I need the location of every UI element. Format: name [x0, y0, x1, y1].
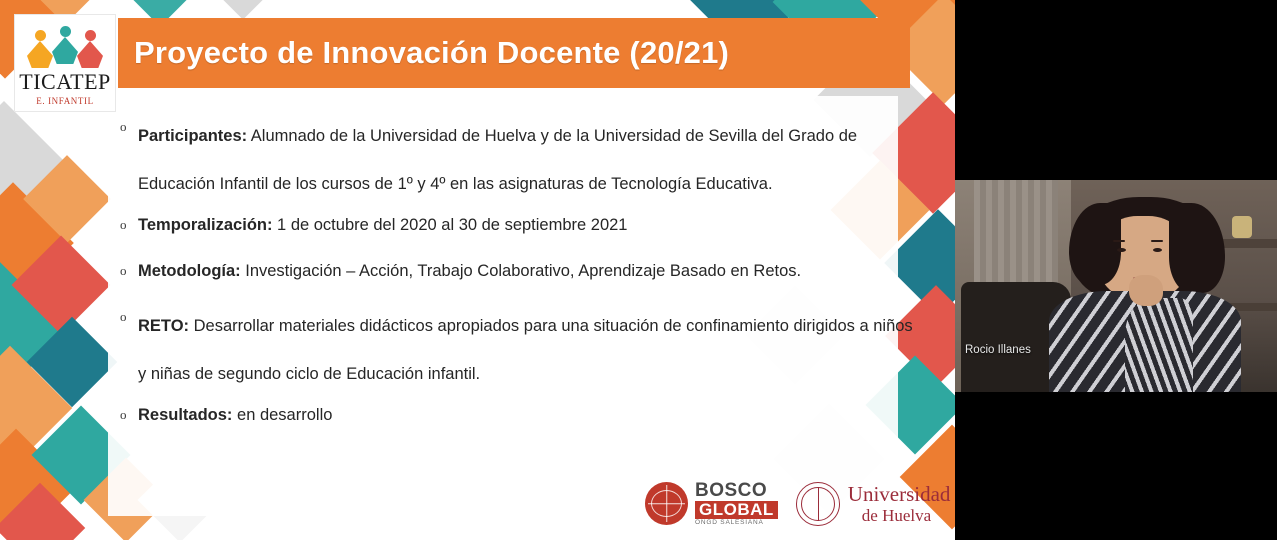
bullet-text: Alumnado de la Universidad de Huelva y de la Universidad de Sevilla del Grado de Educación Infantil de los cursos de 1º y 4º en las asignaturas de Tecnología Educativa.: [138, 127, 858, 193]
bullet-marker: o: [120, 217, 127, 232]
bullet-label: RETO:: [138, 317, 190, 335]
bullet-label: Temporalización:: [138, 216, 273, 234]
slide-title: Proyecto de Innovación Docente (20/21): [134, 35, 730, 70]
list-item: [120, 400, 920, 430]
bullet-label: Resultados:: [138, 406, 233, 424]
bullet-marker: o: [120, 407, 127, 422]
logo-figures-icon: [19, 18, 111, 70]
participant-name-label: Rocio Illanes: [965, 344, 1031, 356]
bullet-marker: o: [120, 309, 127, 324]
list-item: [120, 256, 920, 286]
bullet-text: Desarrollar materiales didácticos apropiados para una situación de confinamiento dirigidos a niños y niñas de segundo ciclo de Educación infantil.: [138, 317, 913, 383]
ticatep-logo: [14, 14, 116, 112]
bosco-line1: BOSCO: [695, 480, 768, 502]
bullet-text: 1 de octubre del 2020 al 30 de septiembre 2021: [272, 216, 628, 234]
participant-figure: [1045, 197, 1245, 392]
universidad-de-huelva-logo: [796, 482, 951, 526]
bullet-text: en desarrollo: [232, 406, 333, 424]
bullet-marker: o: [120, 119, 127, 134]
huelva-line1: Universidad: [847, 481, 951, 506]
globe-icon: [645, 482, 688, 525]
participant-panel: [955, 0, 1277, 540]
logo-wordmark: TICATEP: [19, 69, 111, 94]
bullet-label: Metodología:: [138, 262, 241, 280]
slide-body: [120, 112, 920, 502]
footer-logos: [645, 478, 950, 530]
bullet-text: Investigación – Acción, Trabajo Colaborativo, Aprendizaje Basado en Retos.: [240, 262, 802, 280]
bullet-label: Participantes:: [138, 127, 248, 145]
logo-subtitle: E. INFANTIL: [36, 96, 94, 106]
bosco-line3: ONGD SALESIANA: [695, 518, 764, 526]
bullet-marker: o: [120, 263, 127, 278]
university-seal-icon: [796, 482, 840, 526]
video-tile-rocio-illanes[interactable]: [955, 180, 1277, 392]
bosco-line2: GLOBAL: [695, 501, 778, 519]
list-item: [120, 210, 920, 240]
list-item: [120, 112, 920, 208]
bosco-global-logo: [645, 481, 778, 527]
huelva-line2: de Huelva: [861, 506, 932, 526]
list-item: [120, 302, 920, 398]
slide-title-bar: [118, 18, 910, 88]
